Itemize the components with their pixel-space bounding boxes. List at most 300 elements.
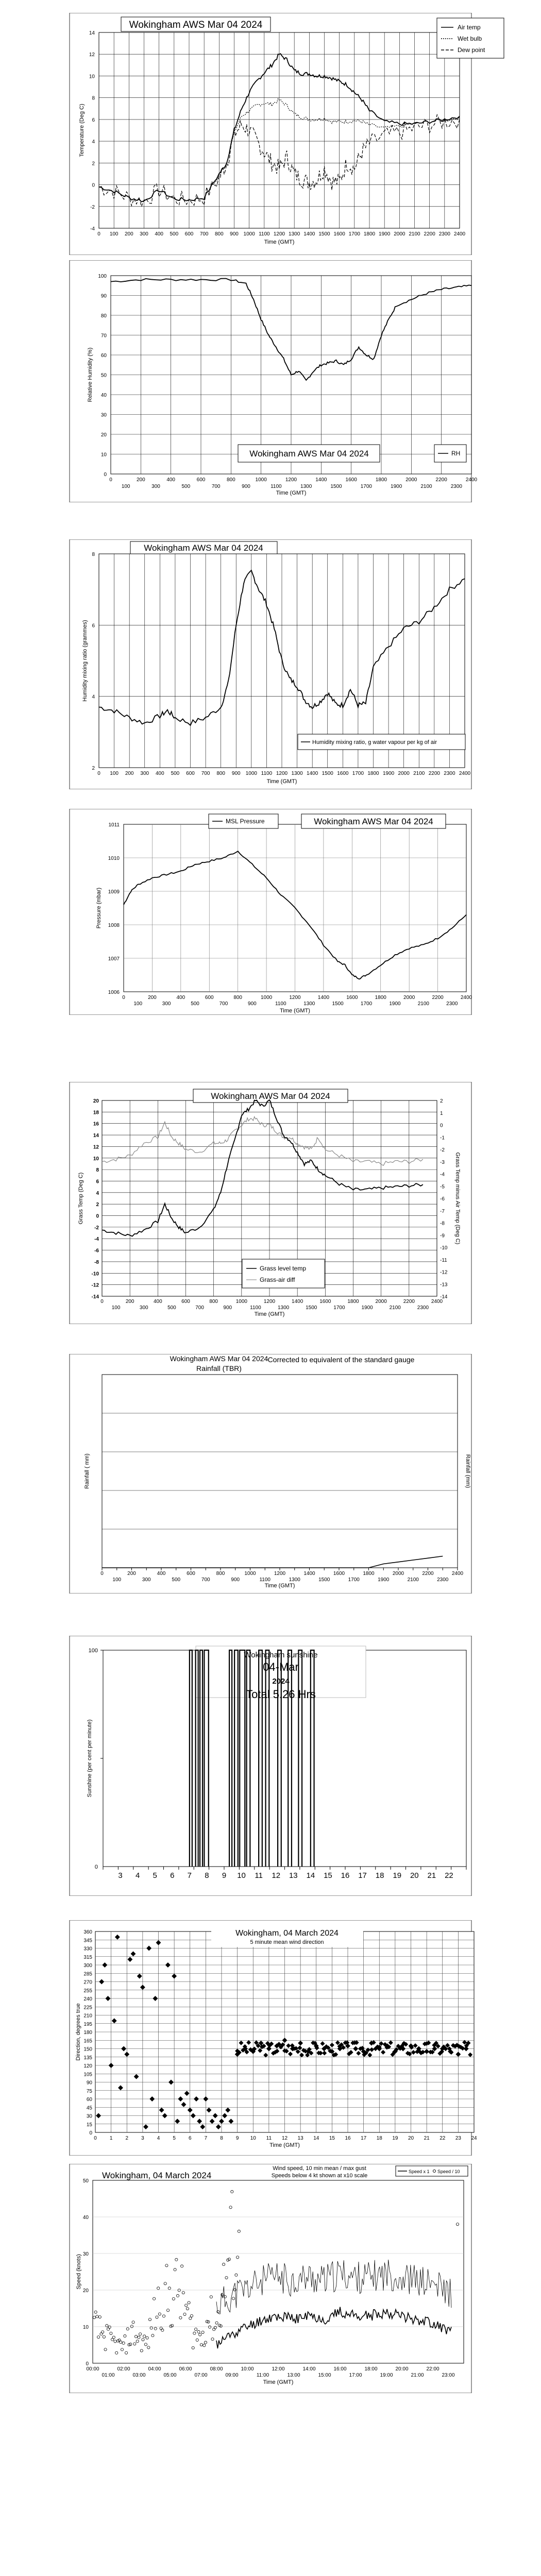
y-tick-label: 135 bbox=[83, 2055, 92, 2061]
x-tick-label-minor: 100 bbox=[112, 1577, 122, 1583]
x-tick-label: 2200 bbox=[432, 995, 444, 1001]
y2-tick-label: -13 bbox=[440, 1282, 448, 1288]
x-tick-label-minor: 2300 bbox=[417, 1305, 429, 1311]
y-tick-label: -4 bbox=[94, 1236, 99, 1243]
legend-label: Air temp bbox=[458, 24, 481, 31]
x-tick-label: 1 bbox=[109, 2136, 113, 2141]
x-tick-label: 1800 bbox=[367, 771, 379, 776]
chart-panel-2 bbox=[0, 260, 541, 502]
legend-label: Speed / 10 bbox=[437, 2169, 460, 2174]
x-tick-label: 1800 bbox=[363, 231, 376, 237]
x-tick-label-minor: 1500 bbox=[332, 1001, 344, 1007]
x-tick-label: 2400 bbox=[431, 1299, 443, 1304]
x-tick-label: 2000 bbox=[398, 771, 410, 776]
y-tick-label: 6 bbox=[92, 117, 95, 123]
chart-subtitle: 5 minute mean wind direction bbox=[250, 1939, 324, 1945]
y2-tick-label: -10 bbox=[440, 1245, 448, 1251]
x-tick-label: 1600 bbox=[346, 995, 358, 1001]
y-tick-label: 285 bbox=[83, 1971, 92, 1977]
x-tick-label: 1200 bbox=[273, 231, 285, 237]
x-tick-label: 800 bbox=[209, 1299, 218, 1304]
y-tick-label: 2 bbox=[92, 766, 95, 771]
x-tick-label: 8 bbox=[205, 1871, 209, 1880]
y-axis-label: Direction, degrees true bbox=[75, 2003, 81, 2061]
x-tick-label: 06:00 bbox=[179, 2366, 192, 2372]
x-tick-label: 700 bbox=[199, 231, 209, 237]
x-tick-label: 1600 bbox=[333, 231, 345, 237]
x-tick-label: 13 bbox=[297, 2136, 303, 2141]
x-tick-label: 2300 bbox=[444, 771, 455, 776]
y-tick-label: 0 bbox=[96, 1213, 99, 1219]
y-tick-label: 180 bbox=[83, 2030, 92, 2036]
y2-tick-label: 2 bbox=[440, 1098, 443, 1104]
x-tick-label: 1000 bbox=[244, 1571, 256, 1577]
legend-label: Speed x 1 bbox=[409, 2169, 430, 2174]
y2-tick-label: -6 bbox=[440, 1196, 445, 1202]
x-tick-label-minor: 21:00 bbox=[411, 2372, 424, 2378]
x-tick-label: 10 bbox=[250, 2136, 256, 2141]
y2-tick-label: -2 bbox=[440, 1147, 445, 1153]
x-tick-label-minor: 1300 bbox=[303, 1001, 315, 1007]
x-tick-label: 100 bbox=[110, 771, 119, 776]
x-tick-label-minor: 900 bbox=[231, 1577, 240, 1583]
x-tick-label: 1400 bbox=[315, 477, 327, 483]
x-tick-label: 15 bbox=[329, 2136, 335, 2141]
x-tick-label: 1000 bbox=[243, 231, 255, 237]
x-tick-label-minor: 100 bbox=[111, 1305, 121, 1311]
x-axis-label: Time (GMT) bbox=[276, 490, 307, 496]
x-tick-label: 2100 bbox=[413, 771, 425, 776]
y-axis-label: Grass Temp (Deg C) bbox=[78, 1172, 84, 1225]
x-tick-label: 2400 bbox=[459, 771, 471, 776]
x-tick-label: 14 bbox=[306, 1871, 315, 1880]
y2-tick-label: 0 bbox=[440, 1123, 443, 1129]
chart-svg bbox=[0, 809, 541, 1015]
x-tick-label: 18 bbox=[376, 2136, 382, 2141]
x-tick-label: 1600 bbox=[345, 477, 357, 483]
y-tick-label: 100 bbox=[98, 274, 107, 279]
y2-tick-label: -4 bbox=[440, 1172, 445, 1178]
y-axis-label: Speed (knots) bbox=[76, 2254, 82, 2290]
x-tick-label: 0 bbox=[94, 2136, 97, 2141]
y2-tick-label: -12 bbox=[440, 1269, 448, 1276]
chart-title: Wokingham AWS Mar 04 2024 bbox=[129, 20, 263, 30]
x-tick-label: 0 bbox=[97, 231, 100, 237]
y-tick-label: 0 bbox=[89, 2130, 92, 2136]
x-tick-label-minor: 100 bbox=[133, 1001, 143, 1007]
x-tick-label: 200 bbox=[148, 995, 157, 1001]
y-tick-label: 1007 bbox=[108, 956, 120, 962]
y-tick-label: 315 bbox=[83, 1954, 92, 1960]
x-tick-label: 1900 bbox=[379, 231, 391, 237]
x-tick-label: 800 bbox=[216, 771, 226, 776]
x-tick-label: 600 bbox=[186, 771, 195, 776]
y-tick-label: 18 bbox=[93, 1110, 99, 1116]
x-tick-label-minor: 05:00 bbox=[163, 2372, 177, 2378]
x-tick-label: 1800 bbox=[363, 1571, 375, 1577]
y-axis-label: Humidity mixing ratio (grammes) bbox=[82, 620, 88, 702]
x-tick-label-minor: 2100 bbox=[389, 1305, 401, 1311]
x-tick-label: 600 bbox=[205, 995, 214, 1001]
x-tick-label-minor: 900 bbox=[223, 1305, 232, 1311]
x-tick-label: 2100 bbox=[409, 231, 420, 237]
x-tick-label: 200 bbox=[124, 231, 133, 237]
x-tick-label-minor: 1700 bbox=[333, 1305, 345, 1311]
chart-subtitle: Rainfall (TBR) bbox=[196, 1364, 242, 1372]
x-tick-label: 20:00 bbox=[395, 2366, 409, 2372]
x-axis-label: Time (GMT) bbox=[266, 778, 297, 785]
chart-svg bbox=[0, 1920, 541, 2156]
x-tick-label-minor: 1500 bbox=[318, 1577, 330, 1583]
x-tick-label-minor: 1300 bbox=[277, 1305, 290, 1311]
x-tick-label: 2200 bbox=[403, 1299, 415, 1304]
x-tick-label-minor: 900 bbox=[242, 484, 250, 489]
x-tick-label-minor: 2300 bbox=[446, 1001, 458, 1007]
x-tick-label-minor: 1100 bbox=[250, 1305, 261, 1311]
legend bbox=[396, 2166, 468, 2176]
chart-panel-7 bbox=[0, 1636, 541, 1896]
x-tick-label: 14 bbox=[313, 2136, 319, 2141]
y-tick-label: -12 bbox=[91, 1282, 99, 1289]
y-tick-label: 40 bbox=[82, 2215, 89, 2221]
x-axis-label: Time (GMT) bbox=[269, 2142, 300, 2148]
y-tick-label: 2 bbox=[96, 1202, 99, 1208]
x-tick-label: 7 bbox=[204, 2136, 208, 2141]
x-tick-label-minor: 500 bbox=[167, 1305, 176, 1311]
x-tick-label: 02:00 bbox=[117, 2366, 130, 2372]
x-tick-label: 100 bbox=[109, 231, 119, 237]
x-tick-label: 500 bbox=[170, 231, 179, 237]
y-tick-label: 10 bbox=[82, 2325, 89, 2330]
x-tick-label: 11 bbox=[255, 1871, 263, 1880]
x-tick-label: 1200 bbox=[285, 477, 297, 483]
y-tick-label: 0 bbox=[86, 2361, 89, 2367]
x-tick-label: 12 bbox=[272, 1871, 281, 1880]
y-tick-label: 210 bbox=[83, 2013, 92, 2019]
x-tick-label: 2000 bbox=[375, 1299, 387, 1304]
x-tick-label: 0 bbox=[100, 1299, 104, 1304]
x-tick-label: 400 bbox=[155, 231, 164, 237]
y2-tick-label: -1 bbox=[440, 1135, 445, 1141]
y-tick-label: 14 bbox=[89, 30, 95, 36]
y-tick-label: 90 bbox=[100, 293, 107, 299]
x-axis-label: Time (GMT) bbox=[264, 239, 295, 245]
y2-tick-label: -5 bbox=[440, 1184, 445, 1190]
x-tick-label-minor: 2300 bbox=[437, 1577, 449, 1583]
chart-annotation: Speeds below 4 kt shown at x10 scale bbox=[271, 2173, 368, 2179]
x-tick-label: 300 bbox=[140, 771, 149, 776]
x-tick-label: 2400 bbox=[465, 477, 478, 483]
x-tick-label: 2 bbox=[125, 2136, 129, 2141]
y-tick-label: -4 bbox=[90, 226, 95, 232]
y2-tick-label: -7 bbox=[440, 1208, 445, 1214]
y-tick-label: 4 bbox=[92, 139, 95, 145]
chart-panel-1 bbox=[0, 13, 541, 255]
x-tick-label: 400 bbox=[166, 477, 176, 483]
y-axis-label: Relative Humidity (%) bbox=[87, 347, 93, 402]
x-tick-label: 0 bbox=[100, 1571, 104, 1577]
y-tick-label: 1006 bbox=[108, 990, 120, 995]
y2-tick-label: -11 bbox=[440, 1257, 447, 1263]
x-tick-label: 200 bbox=[127, 1571, 136, 1577]
y-tick-label: 12 bbox=[93, 1144, 99, 1150]
x-tick-label: 600 bbox=[181, 1299, 190, 1304]
x-tick-label: 7 bbox=[187, 1871, 192, 1880]
y-tick-label: 50 bbox=[82, 2178, 89, 2184]
y-tick-label: 1008 bbox=[108, 923, 120, 928]
x-tick-label: 22 bbox=[445, 1871, 453, 1880]
x-tick-label: 2400 bbox=[460, 995, 472, 1001]
x-tick-label-minor: 1500 bbox=[330, 484, 342, 489]
x-tick-label: 1600 bbox=[333, 1571, 345, 1577]
x-tick-label: 19 bbox=[393, 1871, 402, 1880]
plot-area bbox=[102, 1375, 458, 1568]
x-tick-label: 04:00 bbox=[148, 2366, 161, 2372]
legend-label: Wet bulb bbox=[458, 35, 482, 42]
chart-svg bbox=[0, 539, 541, 789]
legend bbox=[437, 18, 504, 58]
x-tick-label: 700 bbox=[201, 771, 210, 776]
x-tick-label: 15 bbox=[324, 1871, 332, 1880]
chart-title: Wokingham AWS Mar 04 2024 bbox=[314, 817, 433, 826]
y2-axis-label: Rainfall (mm) bbox=[465, 1454, 471, 1488]
x-tick-label-minor: 13:00 bbox=[287, 2372, 300, 2378]
x-tick-label: 18 bbox=[375, 1871, 384, 1880]
x-axis-label: Time (GMT) bbox=[254, 1311, 285, 1317]
y-tick-label: -6 bbox=[94, 1248, 99, 1254]
chart-subtitle: 04-Mar bbox=[263, 1660, 299, 1673]
chart-panel-4 bbox=[0, 809, 541, 1015]
x-axis-label: Time (GMT) bbox=[280, 1008, 310, 1014]
x-tick-label: 2200 bbox=[424, 231, 435, 237]
x-tick-label: 9 bbox=[222, 1871, 227, 1880]
x-tick-label: 800 bbox=[233, 995, 243, 1001]
x-tick-label-minor: 1900 bbox=[378, 1577, 390, 1583]
y-tick-label: 80 bbox=[100, 313, 107, 319]
x-tick-label-minor: 1700 bbox=[360, 484, 372, 489]
x-tick-label: 900 bbox=[230, 231, 239, 237]
x-tick-label: 600 bbox=[187, 1571, 195, 1577]
chart-svg bbox=[0, 260, 541, 502]
x-axis-label: Time (GMT) bbox=[264, 1583, 295, 1589]
x-tick-label-minor: 09:00 bbox=[225, 2372, 239, 2378]
chart-title: Wokingham AWS Mar 04 2024 bbox=[170, 1354, 268, 1363]
x-tick-label: 2200 bbox=[428, 771, 440, 776]
chart-title: Wokingham, 04 March 2024 bbox=[235, 1929, 339, 1938]
x-tick-label: 600 bbox=[184, 231, 194, 237]
x-tick-label-minor: 1900 bbox=[391, 484, 402, 489]
x-tick-label: 1800 bbox=[375, 995, 386, 1001]
x-tick-label: 20 bbox=[410, 1871, 419, 1880]
y-tick-label: 255 bbox=[83, 1988, 92, 1994]
y-tick-label: 100 bbox=[88, 1648, 98, 1654]
x-tick-label: 16 bbox=[345, 2136, 351, 2141]
x-tick-label: 2200 bbox=[435, 477, 447, 483]
y-tick-label: 14 bbox=[93, 1133, 99, 1139]
legend-label: Grass-air diff bbox=[260, 1276, 295, 1283]
y-tick-label: 0 bbox=[104, 472, 107, 478]
chart-title: Wokingham AWS Mar 04 2024 bbox=[249, 449, 369, 459]
y-tick-label: 120 bbox=[83, 2063, 92, 2069]
y-tick-label: 105 bbox=[83, 2072, 92, 2078]
x-tick-label: 1000 bbox=[255, 477, 267, 483]
x-tick-label: 5 bbox=[173, 2136, 176, 2141]
y-tick-label: 90 bbox=[86, 2080, 92, 2086]
x-tick-label: 1100 bbox=[261, 771, 273, 776]
x-tick-label: 1200 bbox=[289, 995, 301, 1001]
y-axis-label: Rainfall ( mm) bbox=[84, 1453, 90, 1489]
y-tick-label: 30 bbox=[100, 412, 107, 418]
x-tick-label: 400 bbox=[176, 995, 185, 1001]
x-tick-label-minor: 700 bbox=[201, 1577, 210, 1583]
y-tick-label: 8 bbox=[96, 1167, 99, 1174]
x-tick-label: 2000 bbox=[394, 231, 405, 237]
y-tick-label: 8 bbox=[92, 552, 95, 557]
x-tick-label: 23 bbox=[455, 2136, 461, 2141]
x-tick-label: 200 bbox=[125, 771, 134, 776]
chart-svg bbox=[0, 1082, 541, 1324]
x-tick-label: 12 bbox=[281, 2136, 288, 2141]
y-tick-label: 10 bbox=[89, 74, 95, 80]
y-tick-label: -14 bbox=[91, 1294, 99, 1300]
x-tick-label: 1300 bbox=[289, 231, 300, 237]
x-tick-label: 1600 bbox=[337, 771, 349, 776]
y2-axis-label: Grass Temp minus Air Temp (Deg C) bbox=[454, 1152, 461, 1245]
y-tick-label: 1011 bbox=[108, 822, 120, 828]
x-tick-label-minor: 300 bbox=[139, 1305, 148, 1311]
x-tick-label: 1200 bbox=[274, 1571, 286, 1577]
x-tick-label: 200 bbox=[125, 1299, 134, 1304]
chart-annotation: Corrected to equivalent of the standard gauge bbox=[267, 1355, 415, 1364]
y-tick-label: -2 bbox=[90, 204, 95, 210]
y-tick-label: 360 bbox=[83, 1929, 92, 1935]
x-tick-label: 9 bbox=[235, 2136, 239, 2141]
y-tick-label: 45 bbox=[86, 2105, 92, 2111]
x-tick-label: 800 bbox=[216, 1571, 225, 1577]
x-tick-label-minor: 300 bbox=[151, 484, 160, 489]
x-tick-label: 16:00 bbox=[333, 2366, 347, 2372]
x-tick-label: 22 bbox=[439, 2136, 446, 2141]
legend bbox=[242, 1259, 325, 1288]
x-tick-label-minor: 03:00 bbox=[132, 2372, 146, 2378]
y2-tick-label: -8 bbox=[440, 1221, 445, 1227]
x-tick-label: 12:00 bbox=[272, 2366, 285, 2372]
chart-svg bbox=[0, 1354, 541, 1594]
x-tick-label: 200 bbox=[136, 477, 145, 483]
x-tick-label: 1400 bbox=[303, 1571, 315, 1577]
y-tick-label: 1009 bbox=[108, 889, 120, 895]
x-tick-label: 300 bbox=[140, 231, 148, 237]
chart-panel-8 bbox=[0, 1920, 541, 2156]
x-tick-label-minor: 23:00 bbox=[442, 2372, 455, 2378]
x-tick-label-minor: 07:00 bbox=[194, 2372, 208, 2378]
y-tick-label: 1010 bbox=[108, 856, 120, 861]
y-tick-label: 60 bbox=[100, 353, 107, 359]
x-tick-label: 0 bbox=[97, 771, 100, 776]
x-tick-label: 1100 bbox=[259, 231, 270, 237]
x-tick-label: 2200 bbox=[422, 1571, 434, 1577]
chart-title: Wokingham AWS Mar 04 2024 bbox=[144, 543, 263, 553]
y-tick-label: -8 bbox=[94, 1259, 99, 1265]
x-tick-label-minor: 1500 bbox=[306, 1305, 317, 1311]
x-tick-label-minor: 1100 bbox=[270, 484, 282, 489]
x-tick-label-minor: 500 bbox=[181, 484, 191, 489]
y-tick-label: 225 bbox=[83, 2005, 92, 2011]
x-tick-label-minor: 1700 bbox=[360, 1001, 373, 1007]
x-tick-label: 0 bbox=[122, 995, 125, 1001]
chart-panel-5 bbox=[0, 1082, 541, 1324]
y-tick-label: -2 bbox=[94, 1225, 99, 1231]
y-tick-label: 345 bbox=[83, 1938, 92, 1944]
y-tick-label: 240 bbox=[83, 1996, 92, 2002]
legend-label: MSL Pressure bbox=[226, 818, 265, 825]
y-tick-label: 20 bbox=[93, 1098, 99, 1104]
x-tick-label-minor: 700 bbox=[211, 484, 221, 489]
x-tick-label-minor: 300 bbox=[162, 1001, 171, 1007]
x-tick-label-minor: 1100 bbox=[259, 1577, 271, 1583]
x-tick-label: 6 bbox=[188, 2136, 192, 2141]
x-tick-label-minor: 1300 bbox=[289, 1577, 300, 1583]
x-tick-label: 1400 bbox=[307, 771, 318, 776]
y-axis-label: Temperature (Deg C) bbox=[79, 104, 85, 157]
x-tick-label: 13 bbox=[289, 1871, 298, 1880]
x-tick-label: 2000 bbox=[403, 995, 415, 1001]
x-tick-label-minor: 1700 bbox=[348, 1577, 360, 1583]
y-tick-label: 300 bbox=[83, 1963, 92, 1969]
legend-label: Grass level temp bbox=[260, 1265, 307, 1272]
x-tick-label-minor: 1300 bbox=[300, 484, 312, 489]
y-axis-label: Sunshine (per cent per minute) bbox=[87, 1719, 93, 1798]
x-tick-label: 1400 bbox=[303, 231, 315, 237]
legend-label: Humidity mixing ratio, g water vapour per kg of air bbox=[312, 739, 437, 745]
x-tick-label: 10 bbox=[237, 1871, 246, 1880]
x-tick-label-minor: 700 bbox=[219, 1001, 228, 1007]
chart-svg bbox=[0, 1636, 541, 1896]
y-tick-label: -10 bbox=[91, 1271, 99, 1277]
y-tick-label: 15 bbox=[86, 2122, 92, 2128]
y-tick-label: 0 bbox=[92, 182, 95, 189]
x-tick-label: 21 bbox=[427, 1871, 436, 1880]
chart-svg bbox=[0, 13, 541, 255]
x-tick-label: 11 bbox=[266, 2136, 272, 2141]
y-tick-label: 165 bbox=[83, 2038, 92, 2044]
x-axis-label: Time (GMT) bbox=[263, 2379, 294, 2385]
x-tick-label: 17 bbox=[361, 2136, 367, 2141]
x-tick-label: 900 bbox=[231, 771, 241, 776]
x-tick-label-minor: 500 bbox=[172, 1577, 181, 1583]
x-tick-label: 1700 bbox=[352, 771, 364, 776]
x-tick-label-minor: 2100 bbox=[420, 484, 432, 489]
y-tick-label: 70 bbox=[100, 333, 107, 339]
x-tick-label: 22:00 bbox=[426, 2366, 439, 2372]
x-tick-label-minor: 500 bbox=[191, 1001, 199, 1007]
y-tick-label: 30 bbox=[82, 2251, 89, 2257]
x-tick-label: 2400 bbox=[453, 231, 466, 237]
x-tick-label: 600 bbox=[196, 477, 206, 483]
y-tick-label: 10 bbox=[100, 452, 107, 458]
x-tick-label-minor: 900 bbox=[248, 1001, 257, 1007]
x-tick-label: 1000 bbox=[245, 771, 257, 776]
x-tick-label: 1200 bbox=[276, 771, 288, 776]
x-tick-label: 00:00 bbox=[86, 2366, 99, 2372]
x-tick-label: 1400 bbox=[317, 995, 330, 1001]
x-tick-label: 1400 bbox=[292, 1299, 303, 1304]
chart-panel-9 bbox=[0, 2164, 541, 2393]
x-tick-label: 3 bbox=[141, 2136, 144, 2141]
x-tick-label: 1700 bbox=[348, 231, 360, 237]
x-tick-label: 1900 bbox=[382, 771, 395, 776]
x-tick-label: 8 bbox=[220, 2136, 223, 2141]
